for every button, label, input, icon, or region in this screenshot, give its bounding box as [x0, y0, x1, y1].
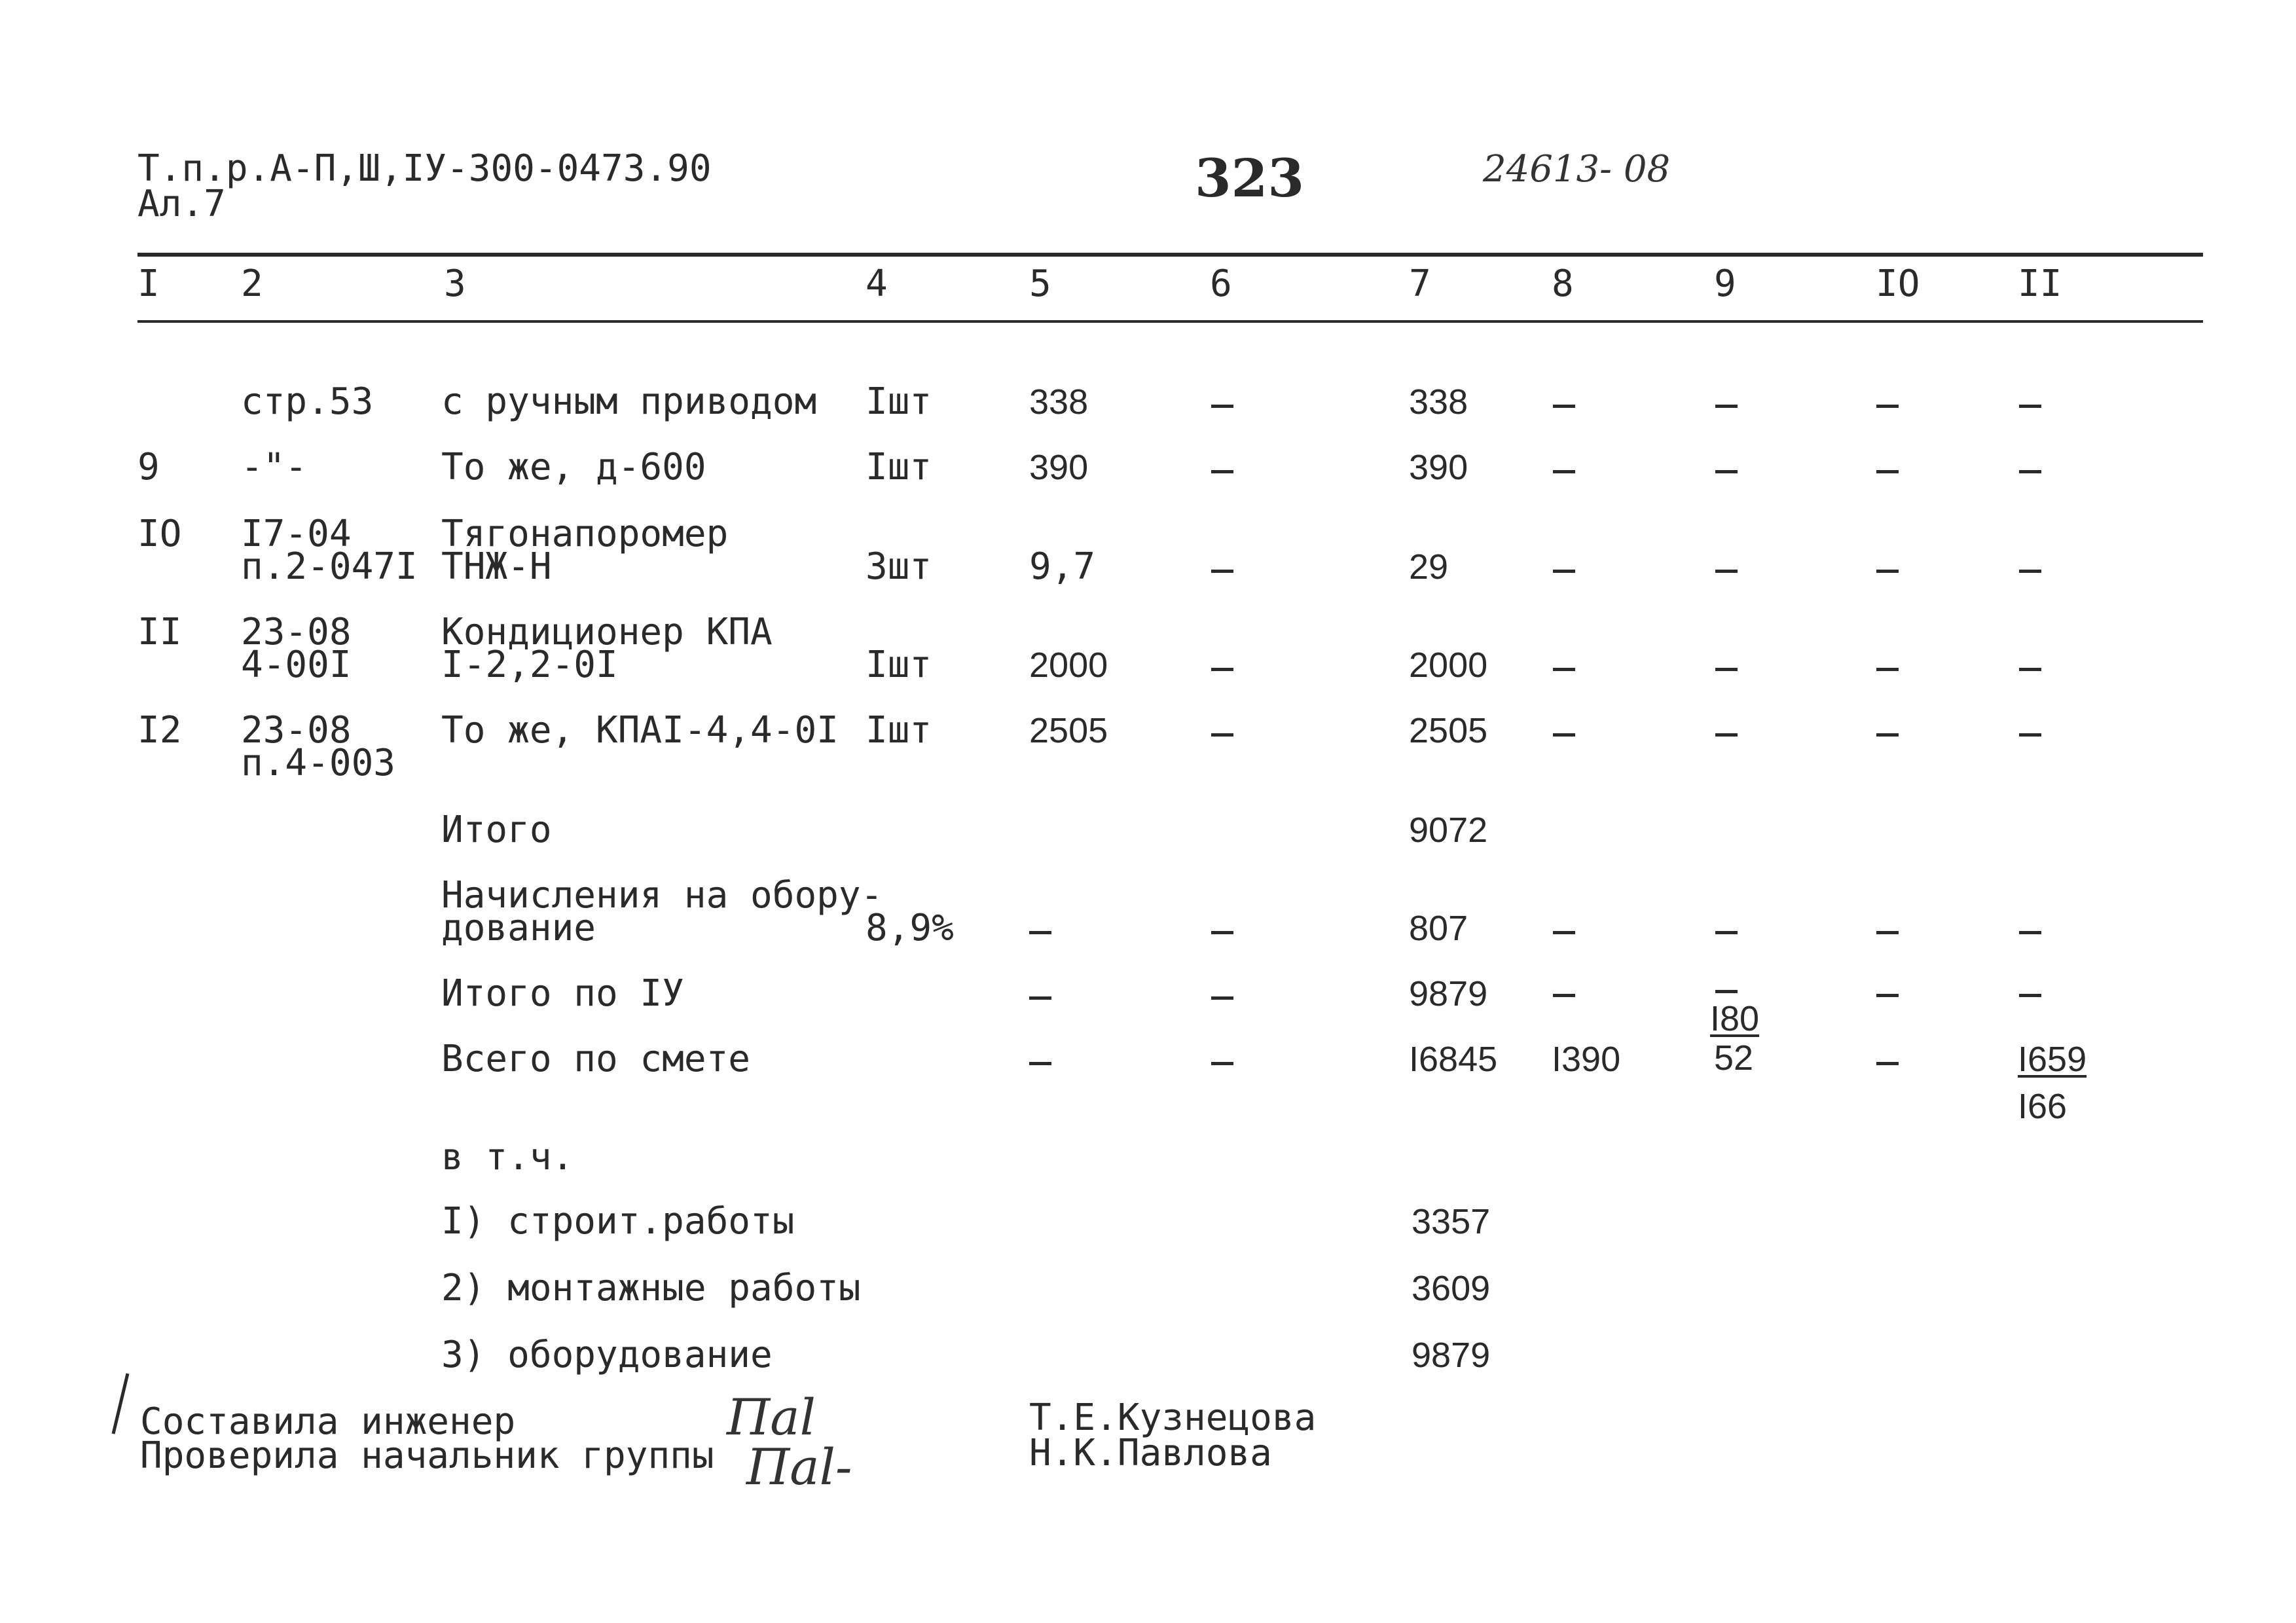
col-header-8: 8	[1552, 263, 1574, 305]
row-name: То же, КПАI-4,4-0I	[441, 709, 839, 752]
row-name: То же, д-600	[441, 446, 706, 488]
dash	[2019, 470, 2041, 473]
vsego-col8: I390	[1552, 1040, 1621, 1079]
accrual-percent: 8,9%	[866, 907, 954, 949]
dash	[1715, 668, 1738, 671]
dash	[1715, 990, 1738, 993]
dash	[1211, 733, 1233, 737]
row-total: 2505	[1409, 711, 1488, 750]
dash	[1876, 405, 1899, 408]
col-header-11: II	[2018, 263, 2062, 305]
dash	[1211, 931, 1233, 934]
dash	[1553, 570, 1575, 573]
dash	[1553, 994, 1575, 997]
page-number: 323	[1195, 147, 1304, 209]
row-unit: Iшт	[866, 644, 932, 686]
vsego-col9-top: I80	[1710, 999, 1760, 1038]
vsego-col11-bottom: I66	[2018, 1087, 2068, 1126]
row-code: -"-	[241, 446, 308, 488]
checked-by-label: Проверила начальник группы	[140, 1434, 714, 1477]
itogo-iu-value: 9879	[1409, 974, 1488, 1013]
dash	[2019, 405, 2041, 408]
dash	[2019, 668, 2041, 671]
breakdown-item-2: 2) монтажные работы	[441, 1267, 861, 1309]
row-name: Кондиционер КПА	[441, 611, 773, 653]
dash	[1211, 1062, 1233, 1065]
row-price: 2000	[1029, 646, 1108, 685]
dash	[2019, 994, 2041, 997]
itogo-iu-label: Итого по IУ	[441, 972, 684, 1015]
margin-mark	[108, 1368, 134, 1440]
row-code-line2: п.2-047I	[241, 545, 418, 588]
dash	[1553, 470, 1575, 473]
row-code: 23-08	[241, 709, 352, 752]
row-total: 2000	[1409, 646, 1488, 685]
row-unit: Iшт	[866, 446, 932, 488]
col-header-10: IO	[1876, 263, 1920, 305]
dash	[1211, 405, 1233, 408]
dash	[1876, 668, 1899, 671]
row-index: II	[137, 611, 182, 653]
col-header-3: 3	[444, 263, 466, 305]
breakdown-item-3: 3) оборудование	[441, 1334, 773, 1376]
vsego-total: I6845	[1409, 1040, 1498, 1079]
dash	[1876, 470, 1899, 473]
col-header-1: I	[137, 263, 160, 305]
row-index: I2	[137, 709, 182, 752]
row-total: 390	[1409, 448, 1468, 487]
row-index: 9	[137, 446, 160, 488]
dash	[1553, 931, 1575, 934]
row-total: 29	[1409, 547, 1449, 587]
dash	[1211, 996, 1233, 1000]
row-total: 338	[1409, 382, 1468, 422]
col-header-5: 5	[1029, 263, 1051, 305]
dash	[2019, 931, 2041, 934]
col-header-2: 2	[241, 263, 263, 305]
dash	[1029, 996, 1051, 1000]
col-header-7: 7	[1409, 263, 1431, 305]
dash	[1715, 733, 1738, 737]
breakdown-value-3: 9879	[1412, 1336, 1491, 1375]
dash	[1715, 570, 1738, 573]
dash	[1553, 405, 1575, 408]
accrual-label: Начисления на обору-	[441, 874, 883, 917]
row-price: 2505	[1029, 711, 1108, 750]
compiled-by-name: Т.Е.Кузнецова	[1029, 1396, 1317, 1439]
dash	[1029, 1062, 1051, 1065]
row-price: 338	[1029, 382, 1089, 422]
row-unit: Iшт	[866, 380, 932, 423]
row-price: 9,7	[1029, 545, 1096, 588]
row-code-line2: п.4-003	[241, 742, 396, 784]
row-price: 390	[1029, 448, 1089, 487]
header-rule	[137, 320, 2203, 323]
dash	[1715, 931, 1738, 934]
row-name: с ручным приводом	[441, 380, 817, 423]
inventory-number: 24613- 08	[1483, 148, 1671, 191]
sheet-label: Ал.7	[137, 183, 226, 225]
dash	[1211, 470, 1233, 473]
vsego-col11-top: I659	[2018, 1040, 2087, 1079]
dash	[1876, 1062, 1899, 1065]
accrual-value: 807	[1409, 909, 1468, 948]
checked-by-name: Н.К.Павлова	[1029, 1432, 1272, 1474]
col-header-4: 4	[866, 263, 888, 305]
dash	[1211, 668, 1233, 671]
row-name-line2: ТНЖ-Н	[441, 545, 552, 588]
accrual-label-line2: дование	[441, 907, 596, 949]
dash	[1876, 570, 1899, 573]
row-unit: 3шт	[866, 545, 932, 588]
col-header-6: 6	[1210, 263, 1232, 305]
dash	[1715, 470, 1738, 473]
row-code: 23-08	[241, 611, 352, 653]
dash	[1876, 994, 1899, 997]
vsego-col9-bottom: 52	[1714, 1038, 1754, 1078]
row-name-line2: I-2,2-0I	[441, 644, 618, 686]
compiled-by-label: Составила инженер	[140, 1400, 516, 1443]
breakdown-value-1: 3357	[1412, 1202, 1491, 1241]
breakdown-item-1: I) строит.работы	[441, 1200, 795, 1243]
dash	[1029, 931, 1051, 934]
col-header-9: 9	[1714, 263, 1736, 305]
breakdown-value-2: 3609	[1412, 1269, 1491, 1308]
row-name: Тягонапоромер	[441, 513, 729, 555]
row-unit: Iшт	[866, 709, 932, 752]
dash	[1553, 733, 1575, 737]
dash	[1211, 570, 1233, 573]
row-code: I7-04	[241, 513, 352, 555]
dash	[1553, 668, 1575, 671]
signature-2: Паl-	[746, 1438, 852, 1496]
itogo-label: Итого	[441, 809, 552, 851]
dash	[2019, 733, 2041, 737]
dash	[1876, 733, 1899, 737]
dash	[2019, 570, 2041, 573]
dash	[1715, 405, 1738, 408]
vsego-label: Всего по смете	[441, 1038, 751, 1080]
including-label: в т.ч.	[441, 1136, 574, 1178]
row-code: стр.53	[241, 380, 374, 423]
row-code-line2: 4-00I	[241, 644, 352, 686]
document-code: Т.п.р.А-П,Ш,IУ-300-0473.90	[137, 147, 712, 190]
top-rule	[137, 253, 2203, 257]
signature-1: Паl	[727, 1388, 816, 1446]
itogo-value: 9072	[1409, 811, 1488, 850]
dash	[1876, 931, 1899, 934]
row-index: IO	[137, 513, 182, 555]
